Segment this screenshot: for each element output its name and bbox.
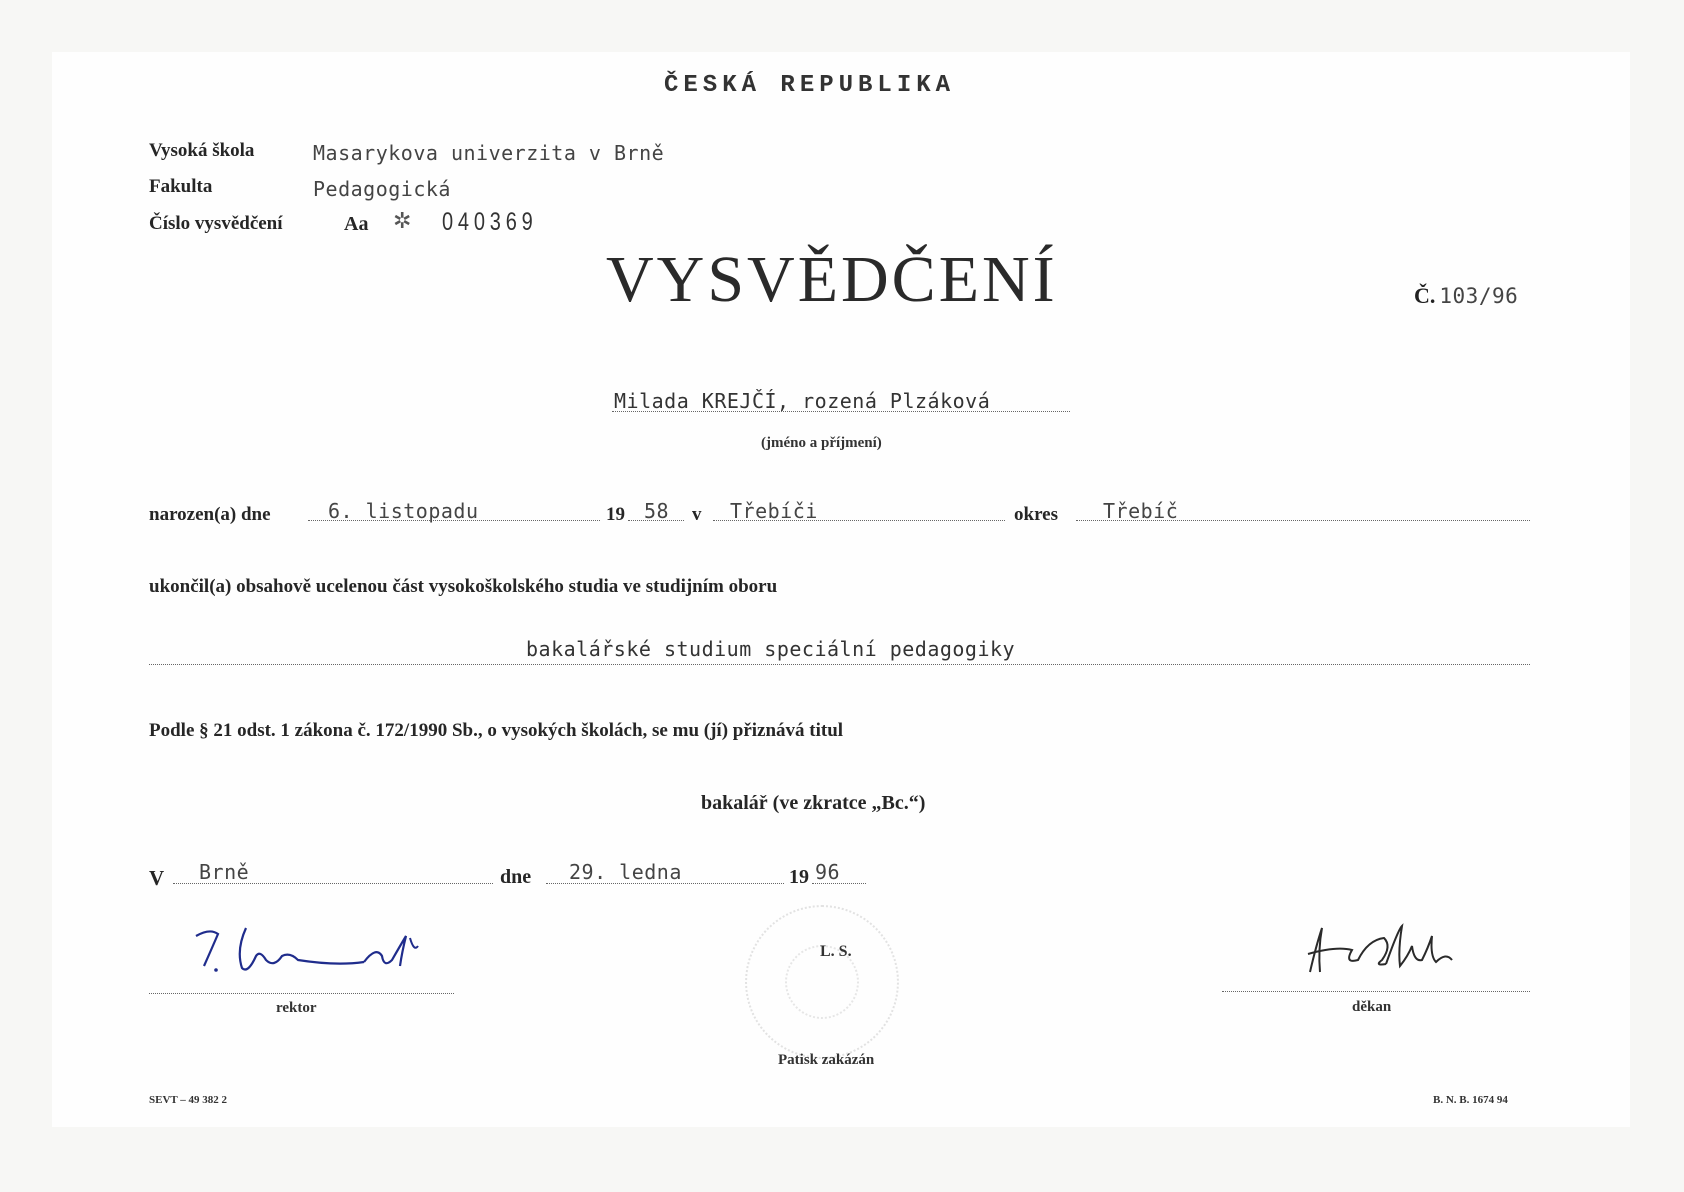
form-code-right: B. N. B. 1674 94	[1433, 1094, 1508, 1106]
issue-year-prefix: 19	[789, 866, 809, 888]
issue-date-label: dne	[500, 866, 532, 888]
stamp-label: L. S.	[820, 943, 852, 960]
district: Třebíč	[1103, 499, 1179, 523]
name-dotted-line	[612, 411, 1070, 412]
reference-number	[1414, 283, 1518, 309]
study-field-line	[149, 664, 1530, 665]
issue-place: Brně	[199, 860, 250, 884]
birth-label: narozen(a) dne	[149, 504, 271, 525]
rector-signature	[186, 916, 446, 986]
issue-place-label: V	[149, 866, 165, 890]
school-label: Vysoká škola	[149, 140, 255, 161]
birth-place-label: v	[692, 504, 702, 525]
birth-date: 6. listopadu	[328, 499, 479, 523]
rector-role: rektor	[276, 1000, 317, 1016]
reference-prefix: Č.	[1414, 283, 1436, 308]
birth-year-prefix: 19	[606, 504, 625, 525]
dean-signature-line	[1222, 991, 1530, 992]
cert-series: Aa	[344, 213, 369, 235]
reprint-note: Patisk zakázán	[778, 1052, 875, 1068]
issue-year-suffix: 96	[815, 860, 841, 884]
country-heading: ČESKÁ REPUBLIKA	[664, 72, 956, 99]
cert-number: 040369	[442, 208, 538, 236]
form-code-left: SEVT – 49 382 2	[149, 1094, 228, 1106]
district-label: okres	[1014, 504, 1058, 525]
rector-signature-line	[149, 993, 454, 994]
reference-value: 103/96	[1439, 284, 1519, 308]
asterisk-ornament-icon: ✲	[393, 208, 412, 233]
person-name: Milada KREJČÍ, rozená Plzáková	[614, 389, 991, 413]
issue-date: 29. ledna	[569, 860, 682, 884]
document-title: VYSVĚDČENÍ	[606, 243, 1058, 316]
law-sentence: Podle § 21 odst. 1 zákona č. 172/1990 Sb., o vysokých školách, se mu (jí) přiznává titul	[149, 720, 844, 741]
faculty-label: Fakulta	[149, 176, 213, 197]
birth-year-suffix: 58	[644, 499, 670, 523]
study-field: bakalářské studium speciální pedagogiky	[526, 637, 1016, 661]
dean-signature	[1296, 916, 1466, 986]
name-caption: (jméno a příjmení)	[761, 435, 882, 451]
dean-role: děkan	[1352, 999, 1392, 1015]
school-value: Masarykova univerzita v Brně	[313, 141, 665, 165]
study-sentence: ukončil(a) obsahově ucelenou část vysokoškolského studia ve studijním oboru	[149, 576, 778, 597]
degree-title: bakalář (ve zkratce „Bc.“)	[701, 792, 926, 814]
birth-place: Třebíči	[730, 499, 818, 523]
faculty-value: Pedagogická	[313, 177, 451, 201]
cert-number-label: Číslo vysvědčení	[149, 213, 283, 234]
